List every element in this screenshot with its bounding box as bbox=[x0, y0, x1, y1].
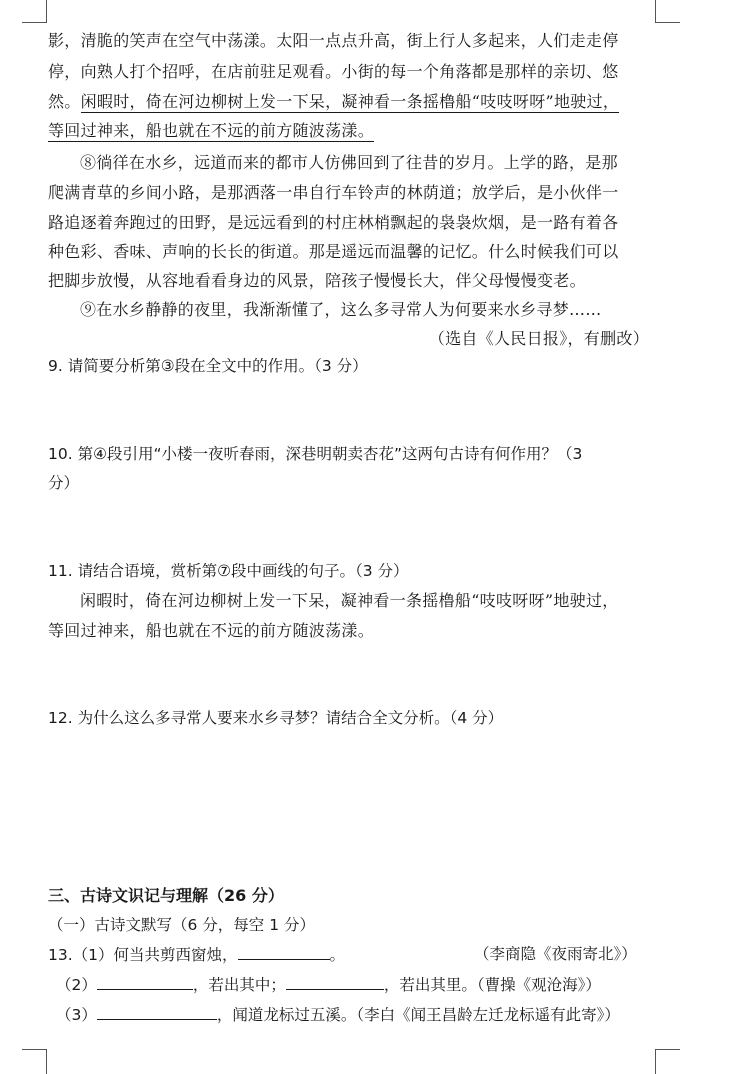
answer-blank[interactable] bbox=[238, 943, 330, 960]
question-13-3 bbox=[56, 1003, 620, 1026]
corner-mark-top-right bbox=[655, 0, 680, 23]
corner-mark-bottom-left bbox=[22, 1049, 47, 1074]
q13-1-end: 。 bbox=[329, 946, 346, 964]
underlined-sentence: 等回过神来，船也就在不远的前方随波荡漾。 bbox=[48, 121, 375, 140]
q13-3-label: （3） bbox=[56, 1006, 97, 1024]
q13-2-mid: ，若出其中； bbox=[192, 976, 286, 994]
answer-blank[interactable] bbox=[97, 1003, 217, 1020]
passage-line bbox=[48, 91, 619, 113]
q13-1-source: （李商隐《夜雨寄北》） bbox=[474, 945, 637, 963]
q13-1-text: 13.（1）何当共剪西窗烛， bbox=[48, 946, 238, 964]
underlined-sentence: 闲暇时，倚在河边柳树上发一下呆，凝神看一条摇橹船“吱吱呀呀”地驶过， bbox=[80, 92, 620, 111]
question-11-quote: 闲暇时，倚在河边柳树上发一下呆，凝神看一条摇橹船“吱吱呀呀”地驶过， bbox=[80, 591, 619, 610]
passage-text: 然。 bbox=[48, 92, 81, 111]
question-12: 12. 为什么这么多寻常人要来水乡寻梦？请结合全文分析。（4 分） bbox=[48, 709, 504, 727]
source-citation: （选自《人民日报》，有删改） bbox=[428, 329, 649, 348]
question-9: 9. 请简要分析第③段在全文中的作用。（3 分） bbox=[48, 357, 368, 375]
passage-line: 种色彩、香味、声响的长长的街道。那是遥远而温馨的记忆。什么时候我们可以 bbox=[48, 242, 619, 261]
q13-2-end: ，若出其里。（曹操《观沧海》） bbox=[383, 976, 601, 994]
question-13-1 bbox=[48, 943, 345, 966]
q13-2-label: （2） bbox=[56, 976, 97, 994]
subsection-heading: （一）古诗文默写（6 分，每空 1 分） bbox=[48, 916, 316, 934]
passage-line: ⑨在水乡静静的夜里，我渐渐懂了，这么多寻常人为何要来水乡寻梦…… bbox=[80, 300, 602, 319]
passage-line: ⑧徜徉在水乡，远道而来的都市人仿佛回到了往昔的岁月。上学的路，是那 bbox=[80, 153, 618, 172]
passage-line bbox=[48, 120, 374, 142]
corner-mark-bottom-right bbox=[655, 1049, 680, 1074]
q13-3-end: ，闻道龙标过五溪。（李白《闻王昌龄左迁龙标遥有此寄》） bbox=[216, 1006, 620, 1024]
answer-blank[interactable] bbox=[286, 973, 384, 990]
question-11: 11. 请结合语境，赏析第⑦段中画线的句子。（3 分） bbox=[48, 562, 409, 580]
section-heading: 三、古诗文识记与理解（26 分） bbox=[48, 886, 284, 905]
passage-line: 路追逐着奔跑过的田野，是远远看到的村庄林梢飘起的袅袅炊烟，是一路有着各 bbox=[48, 213, 619, 232]
passage-line: 停，向熟人打个招呼，在店前驻足观看。小街的每一个角落都是那样的亲切、悠 bbox=[48, 62, 619, 81]
corner-mark-top-left bbox=[22, 0, 47, 23]
question-13-2 bbox=[56, 973, 601, 996]
question-11-quote: 等回过神来，船也就在不远的前方随波荡漾。 bbox=[48, 621, 375, 640]
passage-line: 影，清脆的笑声在空气中荡漾。太阳一点点升高，街上行人多起来，人们走走停 bbox=[48, 31, 619, 50]
question-10: 10. 第④段引用“小楼一夜听春雨，深巷明朝卖杏花”这两句古诗有何作用？（3 bbox=[48, 445, 583, 463]
passage-line: 把脚步放慢，从容地看看身边的风景，陪孩子慢慢长大，伴父母慢慢变老。 bbox=[48, 271, 586, 290]
answer-blank[interactable] bbox=[97, 973, 193, 990]
passage-line: 爬满青草的乡间小路，是那洒落一串自行车铃声的林荫道；放学后，是小伙伴一 bbox=[48, 183, 619, 202]
question-10-cont: 分） bbox=[48, 474, 80, 492]
